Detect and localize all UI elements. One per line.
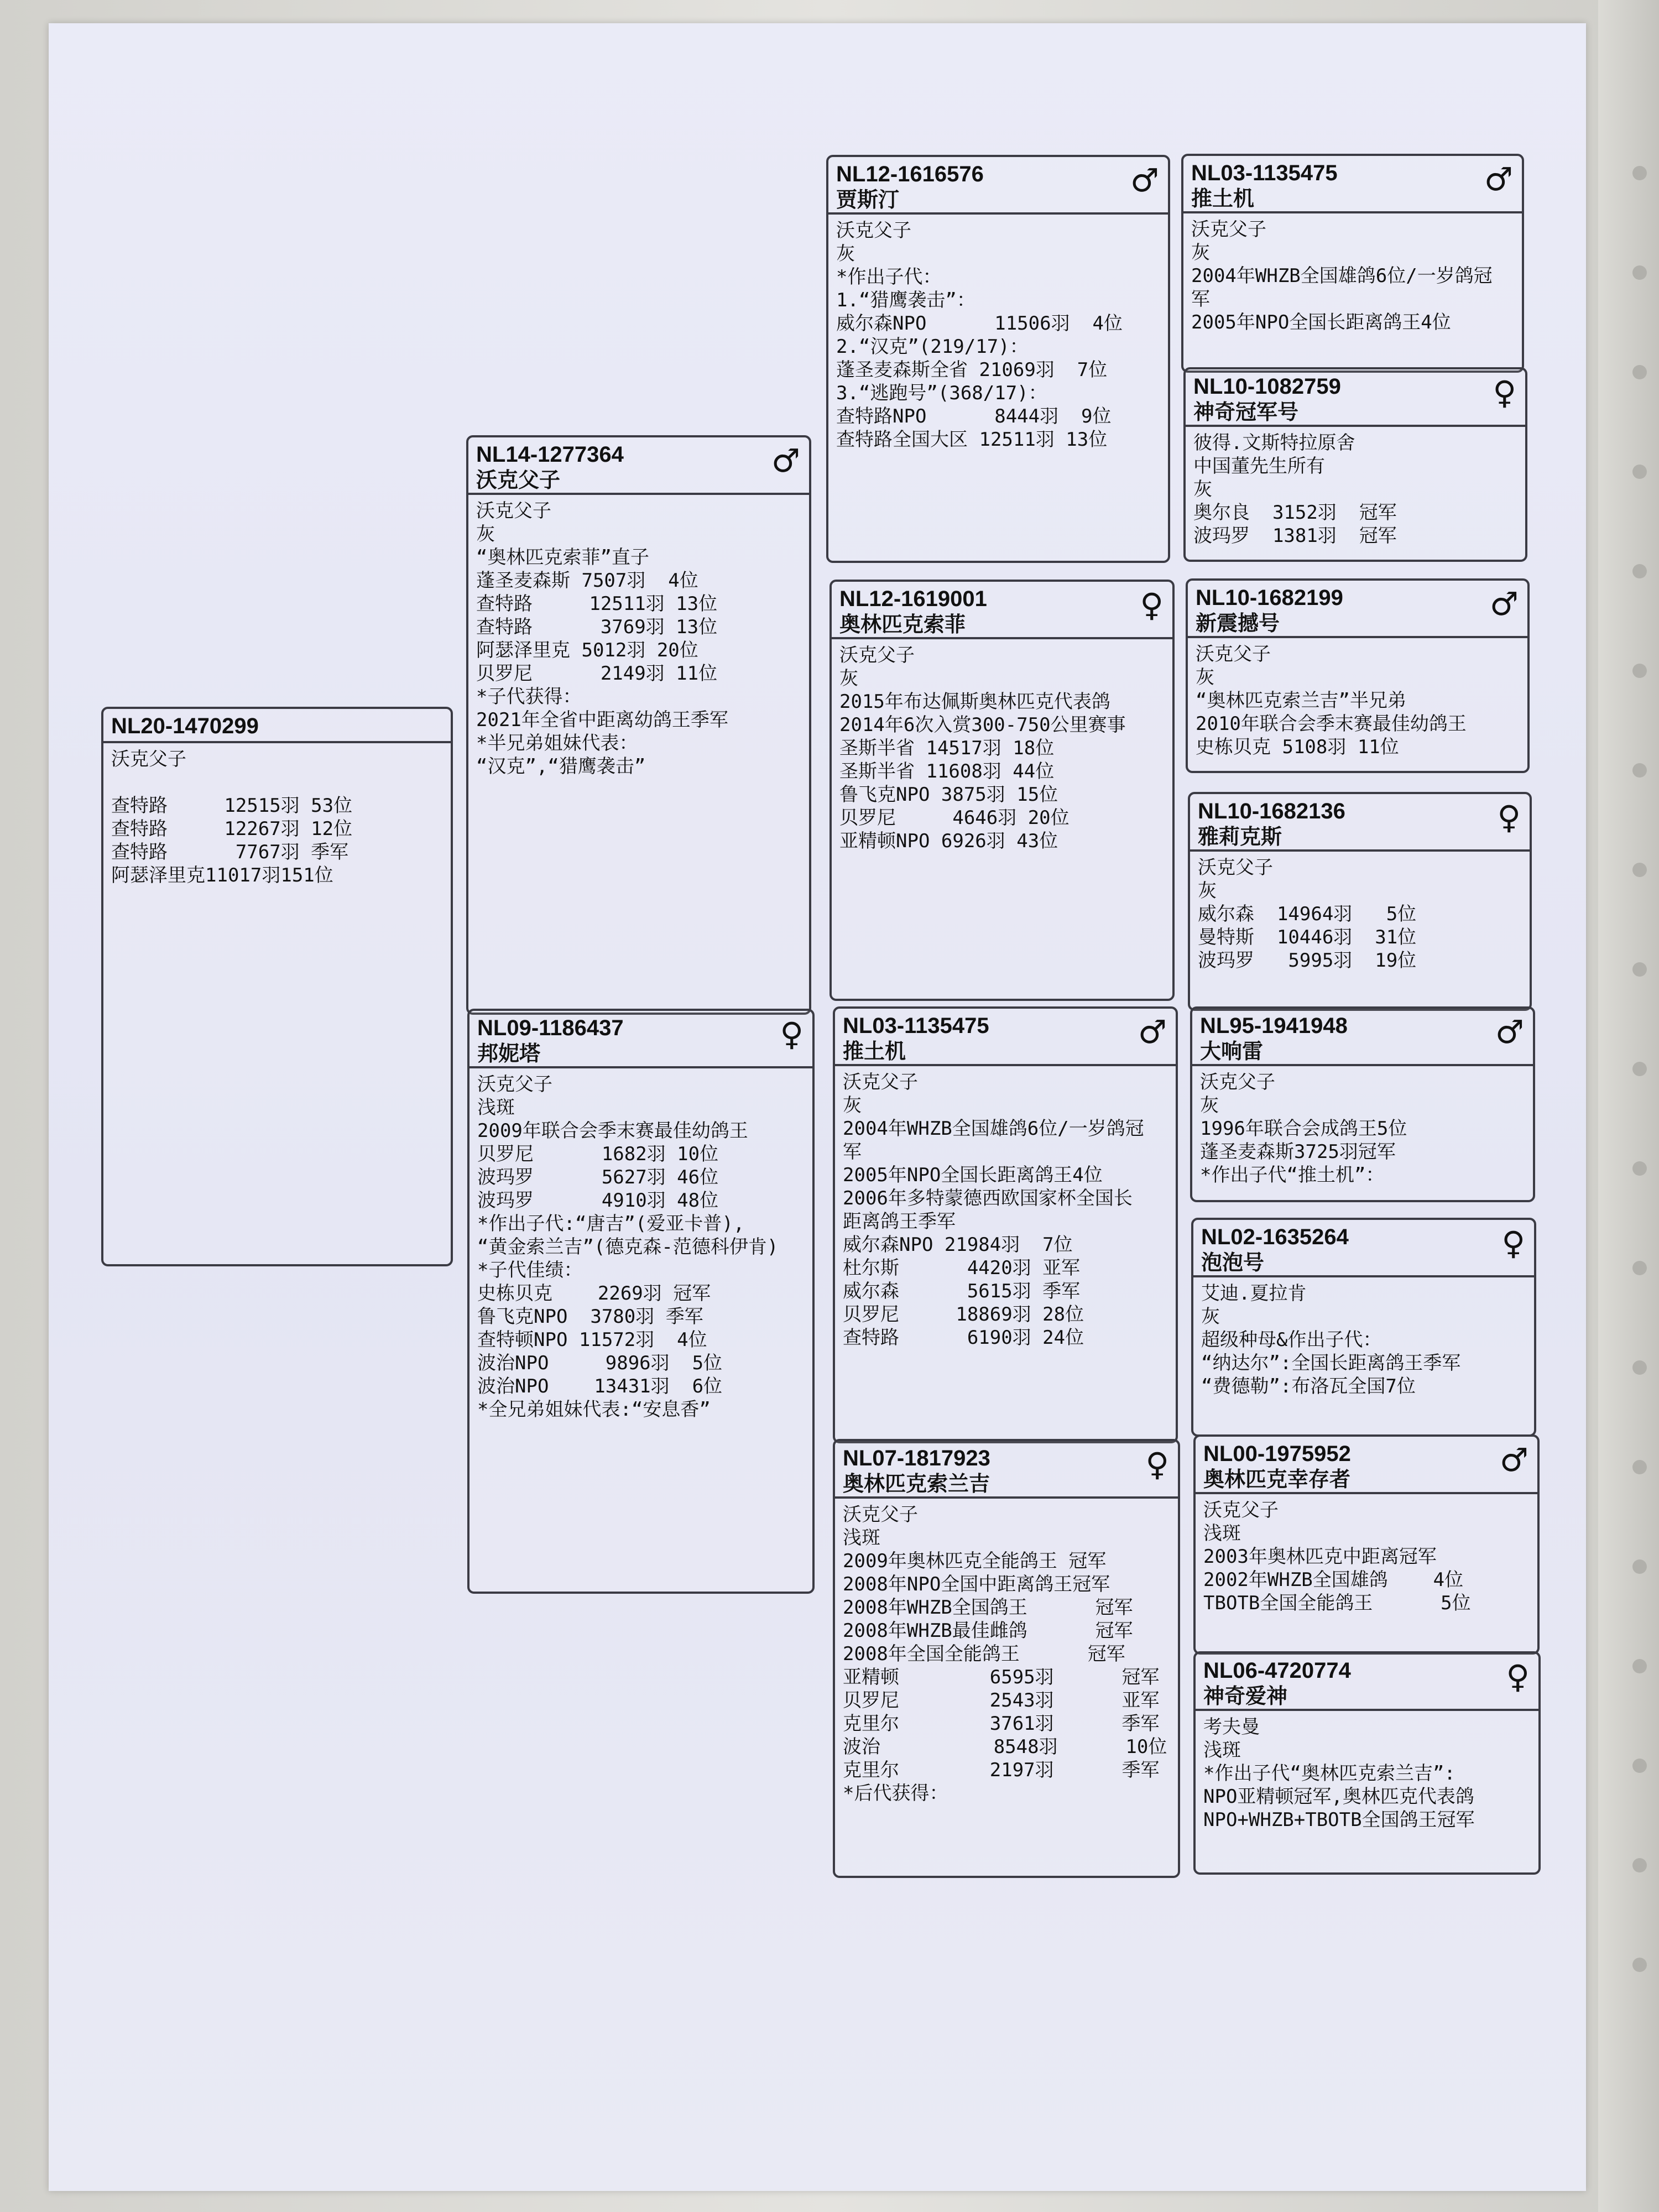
detail-line: “奥林匹克索兰吉”半兄弟: [1196, 690, 1406, 712]
detail-line: 贝罗尼 2149羽 11位: [476, 662, 718, 685]
detail-line: 查特路 12267羽 12位: [111, 818, 353, 840]
detail-line: 波玛罗 4910羽 48位: [477, 1190, 719, 1212]
detail-line: “黄金索兰吉”(德克森-范德科伊肯): [477, 1236, 779, 1258]
detail-line: 浅斑: [477, 1097, 515, 1119]
detail-line: 沃克父子: [1203, 1499, 1279, 1521]
detail-line: 亚精顿NPO 6926羽 43位: [839, 830, 1058, 852]
card-details: [1190, 852, 1530, 977]
detail-line: 查特路 7767羽 季军: [111, 841, 349, 863]
detail-line: 灰: [1193, 478, 1212, 500]
detail-line: 沃克父子: [476, 500, 551, 522]
card-header: [1196, 1653, 1538, 1711]
detail-line: 沃克父子: [111, 748, 186, 770]
detail-line: 贝罗尼 2543羽 亚军: [843, 1689, 1160, 1712]
male-icon: ♂: [1130, 161, 1159, 199]
detail-line: 1.“猎鹰袭击”：: [836, 289, 975, 311]
pigeon-name: 推土机: [1191, 186, 1255, 211]
detail-line: 波玛罗 1381羽 冠军: [1193, 525, 1397, 547]
detail-line: 灰: [1201, 1306, 1220, 1328]
detail-line: 圣斯半省 14517羽 18位: [839, 737, 1055, 759]
detail-line: 中国董先生所有: [1193, 455, 1325, 477]
female-icon: ♀: [1501, 1224, 1525, 1262]
detail-line: 2008年NPO全国中距离鸽王冠军: [843, 1573, 1110, 1595]
detail-line: 波治NPO 9896羽 5位: [477, 1352, 723, 1374]
female-icon: ♀: [1145, 1446, 1169, 1483]
detail-line: 圣斯半省 11608羽 44位: [839, 760, 1055, 782]
ring-number: NL12-1616576: [836, 162, 984, 186]
detail-line: *子代获得：: [476, 686, 582, 708]
detail-line: 灰: [476, 523, 495, 545]
detail-line: 克里尔 2197羽 季军: [843, 1759, 1160, 1781]
detail-line: NPO亚精顿冠军,奥林匹克代表鸽: [1203, 1786, 1474, 1808]
pedigree-card-dam-dam: [833, 1439, 1180, 1878]
detail-line: 2003年奥林匹克中距离冠军: [1203, 1546, 1437, 1568]
detail-line: 威尔森 14964羽 5位: [1198, 903, 1417, 925]
detail-line: 灰: [843, 1094, 862, 1117]
pedigree-card-dds: [1193, 1434, 1540, 1655]
male-icon: ♂: [1484, 160, 1513, 198]
detail-line: 杜尔斯 4420羽 亚军: [843, 1257, 1081, 1279]
pigeon-name: 神奇爱神: [1203, 1684, 1288, 1708]
detail-line: 1996年联合会成鸽王5位: [1200, 1118, 1407, 1140]
detail-line: NPO+WHZB+TBOTB全国鸽王冠军: [1203, 1809, 1475, 1831]
pedigree-card-sire-dam: [830, 580, 1175, 1001]
detail-line: *作出子代“推土机”：: [1200, 1164, 1385, 1186]
pigeon-name: 大响雷: [1200, 1039, 1264, 1063]
card-details: [103, 743, 451, 891]
detail-line: 2004年WHZB全国雄鸽6位/一岁鸽冠: [843, 1118, 1144, 1140]
detail-line: *作出子代:“唐吉”(爱亚卡普),: [477, 1213, 745, 1235]
detail-line: *作出子代“奥林匹克索兰吉”:: [1203, 1762, 1455, 1785]
detail-line: [111, 771, 443, 794]
ring-number: NL09-1186437: [477, 1016, 624, 1040]
pedigree-card-ddd: [1193, 1651, 1541, 1875]
card-header: [1186, 369, 1525, 427]
female-icon: ♀: [780, 1015, 804, 1053]
detail-line: 沃克父子: [1191, 218, 1266, 241]
ring-number: NL03-1135475: [843, 1014, 989, 1038]
card-header: [1183, 156, 1522, 213]
detail-line: 查特路 6190羽 24位: [843, 1327, 1084, 1349]
detail-line: 距离鸽王季军: [843, 1211, 956, 1233]
detail-line: *全兄弟姐妹代表:“安息香”: [477, 1399, 711, 1421]
detail-line: 曼特斯 10446羽 31位: [1198, 926, 1417, 948]
detail-line: 蓬圣麦森斯全省 21069羽 7位: [836, 359, 1108, 381]
detail-line: 沃克父子: [839, 644, 915, 666]
male-icon: ♂: [1138, 1013, 1167, 1051]
card-details: [1192, 1066, 1533, 1191]
detail-line: 沃克父子: [1196, 643, 1271, 665]
ring-number: NL10-1082759: [1193, 374, 1341, 399]
detail-line: 查特路 12511羽 13位: [476, 593, 718, 615]
detail-line: 沃克父子: [477, 1073, 552, 1095]
pedigree-card-sds: [1186, 578, 1530, 773]
detail-line: 浅斑: [1203, 1522, 1241, 1545]
pedigree-card-sdd: [1188, 792, 1532, 1011]
pedigree-card-dsd: [1191, 1218, 1536, 1437]
detail-line: 蓬圣麦森斯 7507羽 4位: [476, 570, 698, 592]
card-details: [828, 215, 1168, 456]
card-header: [1193, 1220, 1534, 1277]
ring-number: NL02-1635264: [1201, 1225, 1349, 1249]
detail-line: 2014年6次入赏300-750公里赛事: [839, 714, 1126, 736]
pedigree-card-sss: [1181, 154, 1524, 373]
detail-line: 2008年WHZB最佳雌鸽 冠军: [843, 1620, 1133, 1642]
detail-line: 2015年布达佩斯奥林匹克代表鸽: [839, 691, 1110, 713]
female-icon: ♀: [1493, 374, 1516, 411]
detail-line: 查特路 12515羽 53位: [111, 795, 353, 817]
ring-number: NL14-1277364: [476, 442, 624, 467]
card-details: [1183, 213, 1522, 338]
detail-line: 沃克父子: [843, 1504, 918, 1526]
detail-line: *半兄弟姐妹代表：: [476, 732, 638, 754]
ring-number: NL00-1975952: [1203, 1442, 1351, 1466]
card-header: [835, 1441, 1178, 1499]
card-details: [835, 1066, 1176, 1354]
card-header: [469, 1011, 812, 1068]
detail-line: 灰: [1198, 880, 1217, 902]
detail-line: 2008年WHZB全国鸽王 冠军: [843, 1597, 1133, 1619]
detail-line: 贝罗尼 1682羽 10位: [477, 1143, 719, 1165]
detail-line: 艾迪.夏拉肯: [1201, 1282, 1307, 1305]
card-details: [835, 1499, 1178, 1809]
detail-line: 查特路 3769羽 13位: [476, 616, 718, 638]
detail-line: 军: [843, 1141, 862, 1163]
sleeve-edge: [1598, 0, 1659, 2212]
card-header: [828, 157, 1168, 215]
card-details: [1186, 427, 1525, 552]
detail-line: 贝罗尼 18869羽 28位: [843, 1303, 1084, 1326]
pigeon-name: 奥林匹克索菲: [839, 612, 966, 637]
detail-line: 2021年全省中距离幼鸽王季军: [476, 709, 728, 731]
pigeon-name: 泡泡号: [1201, 1250, 1265, 1275]
detail-line: 考夫曼: [1203, 1716, 1260, 1738]
pigeon-name: 奥林匹克幸存者: [1203, 1467, 1351, 1491]
pedigree-card-sire: [466, 435, 811, 1015]
detail-line: 灰: [1200, 1094, 1219, 1117]
male-icon: ♂: [771, 442, 800, 479]
detail-line: 2.“汉克”(219/17)：: [836, 336, 1029, 358]
detail-line: 贝罗尼 4646羽 20位: [839, 807, 1070, 829]
pedigree-card-dss: [1190, 1006, 1535, 1202]
detail-line: 沃克父子: [1198, 857, 1273, 879]
detail-line: 2002年WHZB全国雄鸽 4位: [1203, 1569, 1464, 1591]
card-details: [468, 495, 809, 782]
detail-line: 沃克父子: [1200, 1071, 1275, 1093]
pigeon-name: 新震撼号: [1196, 611, 1280, 635]
detail-line: 灰: [836, 243, 855, 265]
detail-line: 威尔森 5615羽 季军: [843, 1280, 1081, 1302]
detail-line: 史栋贝克 2269羽 冠军: [477, 1282, 711, 1305]
pedigree-card-dam: [467, 1009, 815, 1594]
female-icon: ♀: [1506, 1658, 1530, 1695]
card-header: [103, 709, 451, 743]
pedigree-sheet: [49, 23, 1586, 2191]
detail-line: 蓬圣麦森斯3725羽冠军: [1200, 1141, 1396, 1163]
detail-line: 灰: [1196, 666, 1214, 688]
detail-line: 沃克父子: [843, 1071, 918, 1093]
pigeon-name: 贾斯汀: [836, 187, 900, 212]
card-details: [1193, 1277, 1534, 1402]
female-icon: ♀: [1140, 586, 1164, 624]
detail-line: 威尔森NPO 11506羽 4位: [836, 312, 1123, 335]
detail-line: 3.“逃跑号”(368/17)：: [836, 382, 1047, 404]
detail-line: 浅斑: [843, 1527, 880, 1549]
detail-line: 2009年奥林匹克全能鸽王 冠军: [843, 1550, 1107, 1572]
detail-line: 2005年NPO全国长距离鸽王4位: [1191, 311, 1451, 333]
ring-number: NL20-1470299: [111, 714, 259, 738]
detail-line: *后代获得：: [843, 1782, 948, 1804]
detail-line: 亚精顿 6595羽 冠军: [843, 1666, 1160, 1688]
detail-line: 波治 8548羽 10位: [843, 1736, 1167, 1758]
ring-number: NL03-1135475: [1191, 161, 1338, 185]
ring-number: NL95-1941948: [1200, 1014, 1348, 1038]
detail-line: 超级种母&作出子代：: [1201, 1329, 1382, 1351]
detail-line: 2006年多特蒙德西欧国家杯全国长: [843, 1187, 1133, 1209]
card-header: [1190, 794, 1530, 852]
female-icon: ♀: [1497, 799, 1521, 836]
pigeon-name: 邦妮塔: [477, 1041, 541, 1066]
card-header: [1188, 581, 1527, 638]
detail-line: 鲁飞克NPO 3780羽 季军: [477, 1306, 703, 1328]
detail-line: 沃克父子: [836, 220, 911, 242]
ring-number: NL12-1619001: [839, 587, 987, 611]
detail-line: “纳达尔”:全国长距离鸽王季军: [1201, 1352, 1461, 1374]
card-header: [832, 582, 1172, 639]
pedigree-card-dam-sire: [833, 1006, 1178, 1443]
detail-line: TBOTB全国全能鸽王 5位: [1203, 1592, 1471, 1614]
detail-line: 波治NPO 13431羽 6位: [477, 1375, 723, 1397]
detail-line: 2010年联合会季末赛最佳幼鸽王: [1196, 713, 1467, 735]
detail-line: 史栋贝克 5108羽 11位: [1196, 736, 1399, 758]
detail-line: 波玛罗 5995羽 19位: [1198, 950, 1417, 972]
detail-line: 奥尔良 3152羽 冠军: [1193, 502, 1397, 524]
pedigree-card-ssd: [1183, 367, 1527, 562]
card-header: [1192, 1009, 1533, 1066]
pigeon-name: 奥林匹克索兰吉: [843, 1472, 990, 1496]
card-header: [835, 1009, 1176, 1066]
detail-line: “奥林匹克索菲”直子: [476, 546, 649, 568]
pedigree-card-sire-sire: [826, 155, 1170, 563]
detail-line: 灰: [1191, 242, 1210, 264]
pigeon-name: 沃克父子: [476, 468, 561, 492]
detail-line: 查特路全国大区 12511羽 13位: [836, 429, 1108, 451]
detail-line: “汉克”,“猎鹰袭击”: [476, 755, 646, 778]
detail-line: 彼得.文斯特拉原舍: [1193, 432, 1355, 454]
detail-line: “费德勒”:布洛瓦全国7位: [1201, 1375, 1416, 1397]
ring-number: NL10-1682199: [1196, 586, 1343, 610]
card-header: [1196, 1437, 1537, 1494]
detail-line: 阿瑟泽里克11017羽151位: [111, 864, 333, 886]
card-details: [832, 639, 1172, 857]
detail-line: *子代佳绩：: [477, 1259, 583, 1281]
ring-number: NL06-4720774: [1203, 1658, 1351, 1683]
detail-line: 2009年联合会季末赛最佳幼鸽王: [477, 1120, 748, 1142]
detail-line: 查特路NPO 8444羽 9位: [836, 405, 1112, 427]
card-details: [1188, 638, 1527, 763]
pigeon-name: 雅莉克斯: [1198, 825, 1282, 849]
card-details: [469, 1068, 812, 1426]
detail-line: *作出子代：: [836, 266, 942, 288]
detail-line: 阿瑟泽里克 5012羽 20位: [476, 639, 698, 661]
detail-line: 浅斑: [1203, 1739, 1241, 1761]
detail-line: 波玛罗 5627羽 46位: [477, 1166, 719, 1188]
pigeon-name: 神奇冠军号: [1193, 400, 1299, 424]
male-icon: ♂: [1500, 1441, 1528, 1479]
card-details: [1196, 1494, 1537, 1619]
detail-line: 2005年NPO全国长距离鸽王4位: [843, 1164, 1103, 1186]
ring-number: NL10-1682136: [1198, 799, 1345, 823]
pedigree-card-subject: [101, 707, 453, 1266]
detail-line: 威尔森NPO 21984羽 7位: [843, 1234, 1073, 1256]
detail-line: 查特顿NPO 11572羽 4位: [477, 1329, 707, 1351]
detail-line: 克里尔 3761羽 季军: [843, 1713, 1160, 1735]
detail-line: 2008年全国全能鸽王 冠军: [843, 1643, 1125, 1665]
ring-number: NL07-1817923: [843, 1446, 990, 1470]
detail-line: 灰: [839, 667, 858, 690]
detail-line: 鲁飞克NPO 3875羽 15位: [839, 784, 1058, 806]
card-header: [468, 437, 809, 495]
detail-line: 2004年WHZB全国雄鸽6位/一岁鸽冠: [1191, 265, 1493, 287]
male-icon: ♂: [1495, 1013, 1524, 1051]
detail-line: 军: [1191, 288, 1210, 310]
card-details: [1196, 1711, 1538, 1836]
male-icon: ♂: [1490, 585, 1519, 623]
pigeon-name: 推土机: [843, 1039, 906, 1063]
